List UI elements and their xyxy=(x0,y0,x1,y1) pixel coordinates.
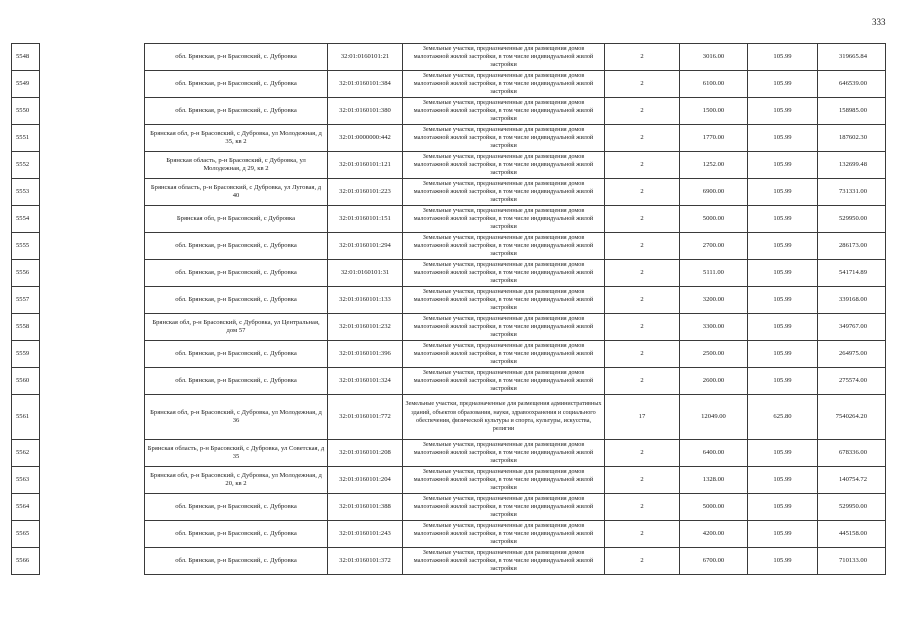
record-number-cell: 5559 xyxy=(12,341,40,368)
cadastral-value-cell: 529950.00 xyxy=(818,206,886,233)
address-cell: Брянская обл, р-н Брасовский, с Дубровка, ул Молодежная, д 36 xyxy=(145,395,328,440)
specific-value-cell: 105.99 xyxy=(748,152,818,179)
cadastral-value-cell: 349767.00 xyxy=(818,314,886,341)
address-cell: обл. Брянская, р-н Брасовский, с. Дубровка xyxy=(145,368,328,395)
blank-cell xyxy=(40,179,145,206)
blank-cell xyxy=(40,494,145,521)
use-group-cell: 2 xyxy=(605,494,680,521)
table-row xyxy=(12,233,886,260)
record-number-cell: 5561 xyxy=(12,395,40,440)
record-number-cell: 5555 xyxy=(12,233,40,260)
land-use-cell: Земельные участки, предназначенные для размещения домов малоэтажной жилой застройки, в том числе индивидуальной жилой застройки xyxy=(403,467,605,494)
table-row xyxy=(12,521,886,548)
address-cell: Брянская обл, р-н Брасовский, с Дубровка, ул Молодежная, д 20, кв 2 xyxy=(145,467,328,494)
land-use-cell: Земельные участки, предназначенные для размещения домов малоэтажной жилой застройки, в том числе индивидуальной жилой застройки xyxy=(403,179,605,206)
record-number-cell: 5557 xyxy=(12,287,40,314)
cadastral-value-cell: 319665.84 xyxy=(818,44,886,71)
specific-value-cell: 105.99 xyxy=(748,341,818,368)
blank-cell xyxy=(40,260,145,287)
specific-value-cell: 105.99 xyxy=(748,521,818,548)
use-group-cell: 2 xyxy=(605,314,680,341)
use-group-cell: 17 xyxy=(605,395,680,440)
cadastral-value-cell: 339168.00 xyxy=(818,287,886,314)
use-group-cell: 2 xyxy=(605,125,680,152)
land-use-cell: Земельные участки, предназначенные для размещения домов малоэтажной жилой застройки, в том числе индивидуальной жилой застройки xyxy=(403,125,605,152)
specific-value-cell: 105.99 xyxy=(748,44,818,71)
specific-value-cell: 105.99 xyxy=(748,206,818,233)
area-cell: 12049.00 xyxy=(680,395,748,440)
specific-value-cell: 105.99 xyxy=(748,287,818,314)
use-group-cell: 2 xyxy=(605,341,680,368)
record-number-cell: 5553 xyxy=(12,179,40,206)
use-group-cell: 2 xyxy=(605,287,680,314)
blank-cell xyxy=(40,206,145,233)
blank-cell xyxy=(40,98,145,125)
cadastral-value-cell: 678336.00 xyxy=(818,440,886,467)
cadastral-value-cell: 529950.00 xyxy=(818,494,886,521)
address-cell: обл. Брянская, р-н Брасовский, с. Дубровка xyxy=(145,98,328,125)
table-row xyxy=(12,341,886,368)
area-cell: 6100.00 xyxy=(680,71,748,98)
use-group-cell: 2 xyxy=(605,440,680,467)
area-cell: 3200.00 xyxy=(680,287,748,314)
specific-value-cell: 105.99 xyxy=(748,440,818,467)
record-number-cell: 5562 xyxy=(12,440,40,467)
land-use-cell: Земельные участки, предназначенные для размещения домов малоэтажной жилой застройки, в том числе индивидуальной жилой застройки xyxy=(403,314,605,341)
record-number-cell: 5565 xyxy=(12,521,40,548)
cadastral-number-cell: 32:01:0160101:121 xyxy=(328,152,403,179)
land-use-cell: Земельные участки, предназначенные для размещения домов малоэтажной жилой застройки, в том числе индивидуальной жилой застройки xyxy=(403,260,605,287)
address-cell: обл. Брянская, р-н Брасовский, с. Дубровка xyxy=(145,260,328,287)
cadastral-number-cell: 32:01:0160101:372 xyxy=(328,548,403,575)
cadastral-number-cell: 32:01:0160101:388 xyxy=(328,494,403,521)
use-group-cell: 2 xyxy=(605,521,680,548)
use-group-cell: 2 xyxy=(605,368,680,395)
cadastral-number-cell: 32:01:0160101:232 xyxy=(328,314,403,341)
table-row xyxy=(12,260,886,287)
specific-value-cell: 105.99 xyxy=(748,71,818,98)
cadastral-value-cell: 646539.00 xyxy=(818,71,886,98)
specific-value-cell: 105.99 xyxy=(748,260,818,287)
area-cell: 6400.00 xyxy=(680,440,748,467)
use-group-cell: 2 xyxy=(605,152,680,179)
land-use-cell: Земельные участки, предназначенные для размещения домов малоэтажной жилой застройки, в том числе индивидуальной жилой застройки xyxy=(403,548,605,575)
table-body xyxy=(12,44,886,575)
specific-value-cell: 105.99 xyxy=(748,314,818,341)
table-row xyxy=(12,548,886,575)
area-cell: 1500.00 xyxy=(680,98,748,125)
land-registry-table xyxy=(11,43,886,575)
cadastral-number-cell: 32:01:0160101:151 xyxy=(328,206,403,233)
record-number-cell: 5550 xyxy=(12,98,40,125)
area-cell: 3300.00 xyxy=(680,314,748,341)
address-cell: обл. Брянская, р-н Брасовский, с. Дубровка xyxy=(145,71,328,98)
land-use-cell: Земельные участки, предназначенные для размещения домов малоэтажной жилой застройки, в том числе индивидуальной жилой застройки xyxy=(403,341,605,368)
blank-cell xyxy=(40,395,145,440)
blank-cell xyxy=(40,152,145,179)
address-cell: Брянская обл, р-н Брасовский, с Дубровка xyxy=(145,206,328,233)
area-cell: 6900.00 xyxy=(680,179,748,206)
area-cell: 2700.00 xyxy=(680,233,748,260)
cadastral-number-cell: 32:01:0160101:324 xyxy=(328,368,403,395)
table-row xyxy=(12,98,886,125)
area-cell: 5111.00 xyxy=(680,260,748,287)
table-row xyxy=(12,44,886,71)
table-row xyxy=(12,467,886,494)
blank-cell xyxy=(40,71,145,98)
record-number-cell: 5548 xyxy=(12,44,40,71)
cadastral-number-cell: 32:01:0160101:396 xyxy=(328,341,403,368)
cadastral-number-cell: 32:01:0160101:384 xyxy=(328,71,403,98)
cadastral-value-cell: 140754.72 xyxy=(818,467,886,494)
cadastral-number-cell: 32:01:0000000:442 xyxy=(328,125,403,152)
use-group-cell: 2 xyxy=(605,467,680,494)
cadastral-value-cell: 731331.00 xyxy=(818,179,886,206)
use-group-cell: 2 xyxy=(605,260,680,287)
table-row xyxy=(12,494,886,521)
cadastral-value-cell: 7540264.20 xyxy=(818,395,886,440)
land-use-cell: Земельные участки, предназначенные для размещения домов малоэтажной жилой застройки, в том числе индивидуальной жилой застройки xyxy=(403,287,605,314)
table-row xyxy=(12,314,886,341)
blank-cell xyxy=(40,467,145,494)
specific-value-cell: 105.99 xyxy=(748,98,818,125)
address-cell: Брянская обл, р-н Брасовский, с Дубровка, ул Центральная, дом 57 xyxy=(145,314,328,341)
cadastral-value-cell: 710133.00 xyxy=(818,548,886,575)
specific-value-cell: 105.99 xyxy=(748,179,818,206)
use-group-cell: 2 xyxy=(605,71,680,98)
blank-cell xyxy=(40,548,145,575)
area-cell: 2500.00 xyxy=(680,341,748,368)
record-number-cell: 5566 xyxy=(12,548,40,575)
blank-cell xyxy=(40,440,145,467)
specific-value-cell: 105.99 xyxy=(748,233,818,260)
table-row xyxy=(12,440,886,467)
address-cell: обл. Брянская, р-н Брасовский, с. Дубровка xyxy=(145,233,328,260)
land-use-cell: Земельные участки, предназначенные для размещения домов малоэтажной жилой застройки, в том числе индивидуальной жилой застройки xyxy=(403,494,605,521)
specific-value-cell: 625.80 xyxy=(748,395,818,440)
cadastral-number-cell: 32:01:0160101:204 xyxy=(328,467,403,494)
blank-cell xyxy=(40,368,145,395)
cadastral-number-cell: 32:01:0160101:208 xyxy=(328,440,403,467)
table-row xyxy=(12,179,886,206)
area-cell: 3016.00 xyxy=(680,44,748,71)
address-cell: Брянская область, р-н Брасовский, с Дубровка, ул Луговая, д 40 xyxy=(145,179,328,206)
blank-cell xyxy=(40,233,145,260)
cadastral-number-cell: 32:01:0160101:294 xyxy=(328,233,403,260)
land-use-cell: Земельные участки, предназначенные для размещения домов малоэтажной жилой застройки, в том числе индивидуальной жилой застройки xyxy=(403,206,605,233)
use-group-cell: 2 xyxy=(605,44,680,71)
specific-value-cell: 105.99 xyxy=(748,125,818,152)
page-number: 333 xyxy=(872,17,886,27)
use-group-cell: 2 xyxy=(605,548,680,575)
address-cell: обл. Брянская, р-н Брасовский, с. Дубровка xyxy=(145,494,328,521)
land-use-cell: Земельные участки, предназначенные для размещения домов малоэтажной жилой застройки, в том числе индивидуальной жилой застройки xyxy=(403,98,605,125)
cadastral-value-cell: 275574.00 xyxy=(818,368,886,395)
table-row xyxy=(12,368,886,395)
specific-value-cell: 105.99 xyxy=(748,494,818,521)
cadastral-number-cell: 32:01:0160101:772 xyxy=(328,395,403,440)
cadastral-number-cell: 32:01:0160101:243 xyxy=(328,521,403,548)
blank-cell xyxy=(40,314,145,341)
use-group-cell: 2 xyxy=(605,179,680,206)
record-number-cell: 5563 xyxy=(12,467,40,494)
use-group-cell: 2 xyxy=(605,98,680,125)
use-group-cell: 2 xyxy=(605,206,680,233)
record-number-cell: 5556 xyxy=(12,260,40,287)
cadastral-value-cell: 286173.00 xyxy=(818,233,886,260)
land-use-cell: Земельные участки, предназначенные для размещения домов малоэтажной жилой застройки, в том числе индивидуальной жилой застройки xyxy=(403,521,605,548)
cadastral-value-cell: 132699.48 xyxy=(818,152,886,179)
land-use-cell: Земельные участки, предназначенные для размещения домов малоэтажной жилой застройки, в том числе индивидуальной жилой застройки xyxy=(403,233,605,260)
area-cell: 4200.00 xyxy=(680,521,748,548)
table-row xyxy=(12,152,886,179)
table-row xyxy=(12,125,886,152)
area-cell: 2600.00 xyxy=(680,368,748,395)
specific-value-cell: 105.99 xyxy=(748,467,818,494)
land-use-cell: Земельные участки, предназначенные для размещения домов малоэтажной жилой застройки, в том числе индивидуальной жилой застройки xyxy=(403,71,605,98)
blank-cell xyxy=(40,125,145,152)
cadastral-number-cell: 32:01:0160101:31 xyxy=(328,260,403,287)
cadastral-value-cell: 264975.00 xyxy=(818,341,886,368)
land-use-cell: Земельные участки, предназначенные для размещения домов малоэтажной жилой застройки, в том числе индивидуальной жилой застройки xyxy=(403,152,605,179)
table-row xyxy=(12,206,886,233)
cadastral-number-cell: 32:01:0160101:133 xyxy=(328,287,403,314)
area-cell: 1252.00 xyxy=(680,152,748,179)
address-cell: обл. Брянская, р-н Брасовский, с. Дубровка xyxy=(145,521,328,548)
record-number-cell: 5560 xyxy=(12,368,40,395)
address-cell: Брянская область, р-н Брасовский, с Дубровка, ул Молодежная, д 29, кв 2 xyxy=(145,152,328,179)
area-cell: 1770.00 xyxy=(680,125,748,152)
blank-cell xyxy=(40,521,145,548)
cadastral-number-cell: 32:01:0160101:21 xyxy=(328,44,403,71)
land-use-cell: Земельные участки, предназначенные для размещения домов малоэтажной жилой застройки, в том числе индивидуальной жилой застройки xyxy=(403,440,605,467)
record-number-cell: 5558 xyxy=(12,314,40,341)
blank-cell xyxy=(40,44,145,71)
address-cell: Брянская обл, р-н Брасовский, с Дубровка, ул Молодежная, д 35, кв 2 xyxy=(145,125,328,152)
cadastral-value-cell: 445158.00 xyxy=(818,521,886,548)
address-cell: обл. Брянская, р-н Брасовский, с. Дубровка xyxy=(145,548,328,575)
cadastral-number-cell: 32:01:0160101:223 xyxy=(328,179,403,206)
blank-cell xyxy=(40,341,145,368)
cadastral-value-cell: 541714.89 xyxy=(818,260,886,287)
area-cell: 5000.00 xyxy=(680,494,748,521)
cadastral-number-cell: 32:01:0160101:380 xyxy=(328,98,403,125)
cadastral-value-cell: 187602.30 xyxy=(818,125,886,152)
specific-value-cell: 105.99 xyxy=(748,368,818,395)
table-row xyxy=(12,395,886,440)
area-cell: 5000.00 xyxy=(680,206,748,233)
record-number-cell: 5552 xyxy=(12,152,40,179)
record-number-cell: 5549 xyxy=(12,71,40,98)
record-number-cell: 5554 xyxy=(12,206,40,233)
address-cell: обл. Брянская, р-н Брасовский, с. Дубровка xyxy=(145,44,328,71)
use-group-cell: 2 xyxy=(605,233,680,260)
specific-value-cell: 105.99 xyxy=(748,548,818,575)
table-row xyxy=(12,287,886,314)
address-cell: обл. Брянская, р-н Брасовский, с. Дубровка xyxy=(145,287,328,314)
land-use-cell: Земельные участки, предназначенные для размещения административных зданий, объектов образования, науки, здравоохранения и социального обеспечения, физической культуры и спорта, культуры, искусства, религии xyxy=(403,395,605,440)
land-use-cell: Земельные участки, предназначенные для размещения домов малоэтажной жилой застройки, в том числе индивидуальной жилой застройки xyxy=(403,368,605,395)
land-use-cell: Земельные участки, предназначенные для размещения домов малоэтажной жилой застройки, в том числе индивидуальной жилой застройки xyxy=(403,44,605,71)
table-row xyxy=(12,71,886,98)
cadastral-value-cell: 158985.00 xyxy=(818,98,886,125)
area-cell: 1328.00 xyxy=(680,467,748,494)
blank-cell xyxy=(40,287,145,314)
area-cell: 6700.00 xyxy=(680,548,748,575)
address-cell: Брянская область, р-н Брасовский, с Дубровка, ул Советская, д 35 xyxy=(145,440,328,467)
address-cell: обл. Брянская, р-н Брасовский, с. Дубровка xyxy=(145,341,328,368)
record-number-cell: 5564 xyxy=(12,494,40,521)
record-number-cell: 5551 xyxy=(12,125,40,152)
